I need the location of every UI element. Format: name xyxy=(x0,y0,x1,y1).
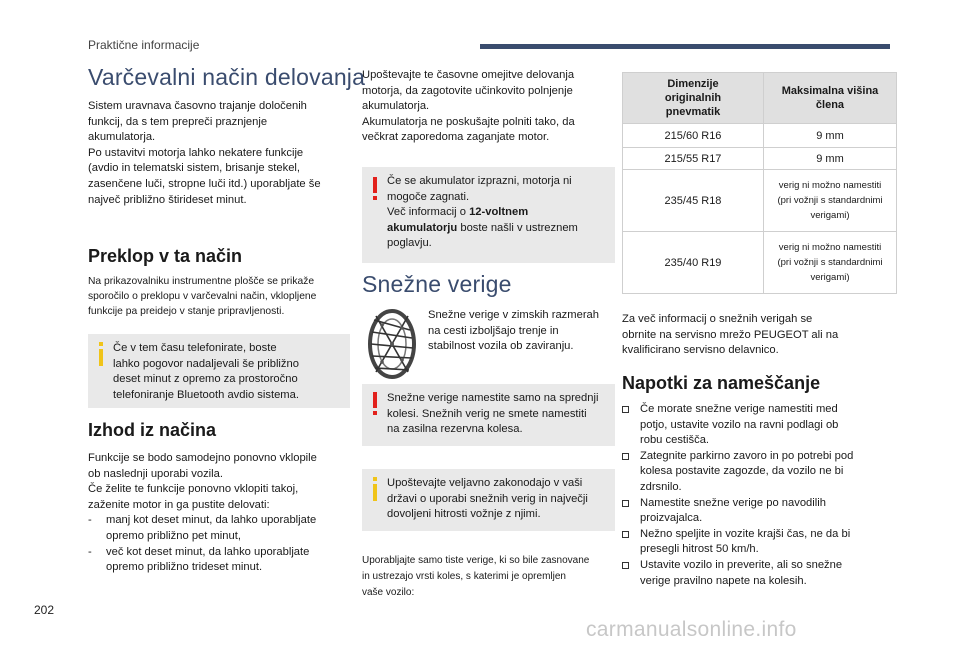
chains-usage-text: Uporabljajte samo tiste verige, ki so bile zasnovane in ustrezajo vrsti koles, s katerimi je opremljen vaše vozilo: xyxy=(362,555,590,598)
warning-note-battery: Če se akumulator izprazni, motorja ni mogoče zagnati. Več informacij o 12-voltnem akumulatorju boste našli v ustreznem poglavju. xyxy=(362,167,615,263)
chains-text: Snežne verige v zimskih razmerah na cesti izboljšajo trenje in stabilnost vozila ob zaviranju. xyxy=(428,309,599,353)
list-item: - manj kot deset minut, da lahko uporabljate opremo približno pet minut, xyxy=(88,514,317,542)
heading-install-tips: Napotki za nameščanje xyxy=(622,373,821,393)
install-tips xyxy=(622,402,892,589)
checkbox-bullet-icon xyxy=(622,453,629,460)
table-header: Dimenzije originalnih pnevmatik xyxy=(623,73,764,124)
info-note-law: Upoštevajte veljavno zakonodajo v vaši državi o uporabi snežnih verig in največji dovoljeni hitrosti vožnje z njimi. xyxy=(362,469,615,531)
page-number: 202 xyxy=(34,603,55,617)
checkbox-bullet-icon xyxy=(622,531,629,538)
warning-icon xyxy=(370,392,380,416)
list-item: Namestite snežne verige po navodilih proizvajalca. xyxy=(622,496,892,527)
switch-text: Na prikazovalniku instrumentne plošče se prikaže sporočilo o preklopu v varčevalni način, vklopljene funkcije pa preidejo v stanje pripravljenosti. xyxy=(88,276,317,317)
engine-limits-text: Upoštevajte te časovne omejitve delovanja motorja, da zagotovite učinkovito polnjenje akumulatorja. Akumulatorja ne poskušajte polniti tako, da večkrat zaporedoma zaganjate motor. xyxy=(362,69,575,144)
service-info-text: Za več informacij o snežnih verigah se obrnite na servisno mrežo PEUGEOT ali na kvalificirano servisno delavnico. xyxy=(622,313,839,357)
info-icon xyxy=(370,477,380,501)
tire-table xyxy=(622,72,897,294)
warning-icon xyxy=(370,177,380,201)
checkbox-bullet-icon xyxy=(622,500,629,507)
exit-text: Funkcije se bodo samodejno ponovno vklopile ob naslednji uporabi vozila. Če želite te funkcije ponovno vklopiti takoj, zaženite motor in ga pustite delovati: - manj kot deset minut, da lahko uporabljate opremo približno pet minut, - več kot deset minut, da lahko uporabljate opremo približno trideset minut. xyxy=(88,451,350,576)
snow-chain-icon xyxy=(366,308,418,380)
table-row: 215/55 R17 9 mm xyxy=(623,148,897,170)
watermark: carmanualsonline.info xyxy=(586,618,797,641)
header-bar xyxy=(480,44,890,49)
checkbox-bullet-icon xyxy=(622,562,629,569)
table-header: Maksimalna višina člena xyxy=(764,73,897,124)
table-row: 235/45 R18 verig ni možno namestiti (pri vožnji s standardnimi verigami) xyxy=(623,170,897,232)
warning-note-chains: Snežne verige namestite samo na sprednji kolesi. Snežnih verig ne smete namestiti na zasilna rezervna kolesa. xyxy=(362,384,615,446)
heading-exit: Izhod iz načina xyxy=(88,420,217,440)
economy-intro: Sistem uravnava časovno trajanje določenih funkcij, da s tem prepreči praznjenje akumulatorja. Po ustavitvi motorja lahko nekatere funkcije (avdio in telematski sistem, brisanje stekel, zasenčene luči, stropne luči itd.) uporabljate še največ približno štirideset minut. xyxy=(88,100,321,206)
list-item: Zategnite parkirno zavoro in po potrebi pod kolesa postavite zagozde, da vozilo ne bi zdrsnilo. xyxy=(622,449,892,496)
section-header: Praktične informacije xyxy=(88,38,200,52)
list-item: Če morate snežne verige namestiti med potjo, ustavite vozilo na ravni podlagi ob robu cestišča. xyxy=(622,402,892,449)
list-item: Nežno speljite in vozite krajši čas, ne da bi presegli hitrost 50 km/h. xyxy=(622,527,892,558)
table-row: 215/60 R16 9 mm xyxy=(623,124,897,148)
title-snow-chains: Snežne verige xyxy=(362,271,512,297)
table-row: 235/40 R19 verig ni možno namestiti (pri vožnji s standardnimi verigami) xyxy=(623,232,897,294)
info-icon xyxy=(96,342,106,366)
info-note-phone: Če v tem času telefonirate, boste lahko pogovor nadaljevali še približno deset minut z opremo za prostoročno telefoniranje Bluetooth avdio sistema. xyxy=(88,334,350,408)
list-item: Ustavite vozilo in preverite, ali so snežne verige pravilno napete na kolesih. xyxy=(622,558,892,589)
heading-switch: Preklop v ta način xyxy=(88,246,243,266)
checkbox-bullet-icon xyxy=(622,406,629,413)
exit-list xyxy=(88,513,350,575)
list-item: - več kot deset minut, da lahko uporabljate opremo približno trideset minut. xyxy=(88,545,310,574)
title-economy-mode: Varčevalni način delovanja xyxy=(88,64,366,90)
